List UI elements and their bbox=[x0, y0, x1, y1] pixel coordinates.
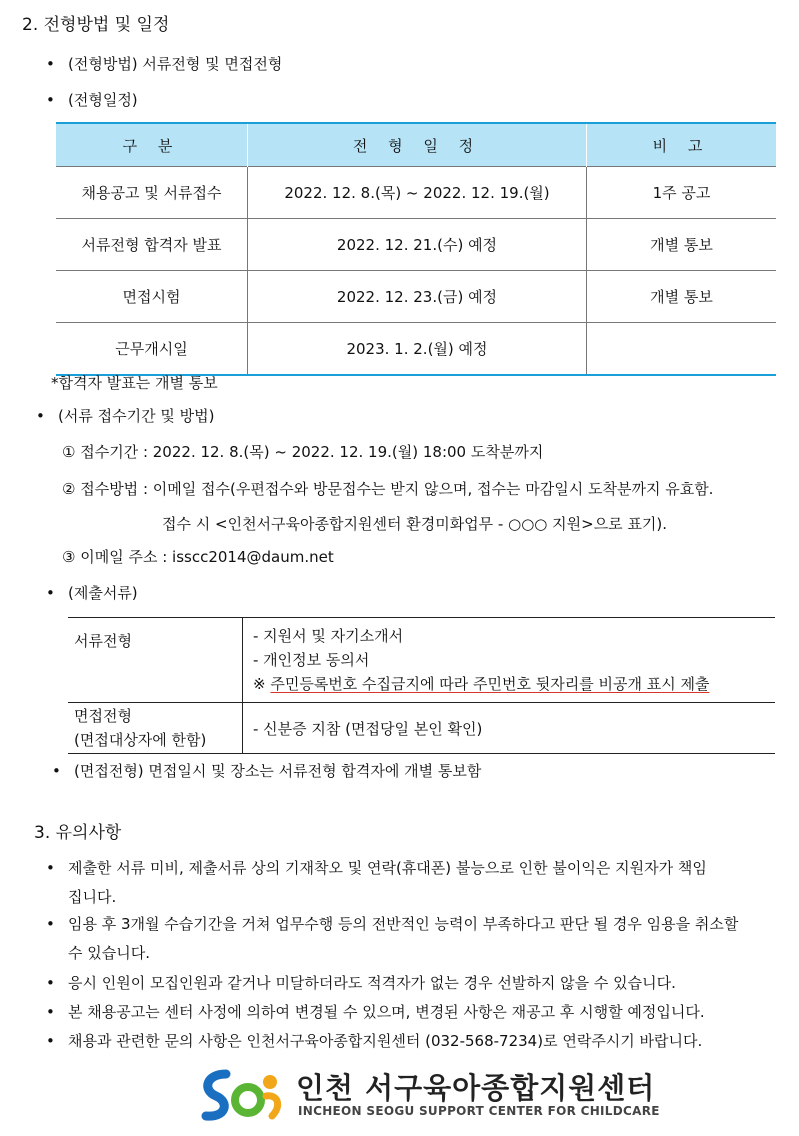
section-3-title: 3. 유의사항 bbox=[34, 823, 122, 843]
bullet-dot: • bbox=[46, 859, 55, 877]
table-row bbox=[56, 167, 776, 219]
table-cell: 개별 통보 bbox=[587, 271, 777, 323]
table-row bbox=[68, 703, 775, 754]
table-row bbox=[56, 219, 776, 271]
bullet-dot: • bbox=[36, 407, 45, 425]
logo-korean-name: 인천 서구육아종합지원센터 bbox=[296, 1071, 656, 1105]
schedule-header-note: 비 고 bbox=[587, 123, 777, 167]
notice-text: 채용과 관련한 문의 사항은 인천서구육아종합지원센터 (032-568-7234)로 연락주시기 바랍니다. bbox=[68, 1032, 703, 1050]
documents-label-paper: 서류전형 bbox=[68, 618, 243, 703]
notice-item bbox=[46, 854, 707, 912]
table-cell bbox=[587, 323, 777, 376]
table-row bbox=[68, 618, 775, 703]
notice-item bbox=[46, 910, 738, 968]
notice-item bbox=[46, 1027, 702, 1056]
note-pass: *합격자 발표는 개별 통보 bbox=[51, 374, 218, 392]
bullet-method-text: (전형방법) 서류전형 및 면접전형 bbox=[68, 55, 283, 73]
notice-text: 제출한 서류 미비, 제출서류 상의 기재착오 및 연락(휴대폰) 불능으로 인한 불이익은 지원자가 책임 bbox=[68, 859, 707, 877]
schedule-header-category: 구 분 bbox=[56, 123, 248, 167]
bullet-schedule-text: (전형일정) bbox=[68, 91, 138, 109]
table-cell: 2023. 1. 2.(월) 예정 bbox=[248, 323, 587, 376]
interview-note-text: (면접전형) 면접일시 및 장소는 서류전형 합격자에 개별 통보함 bbox=[74, 762, 482, 780]
bullet-interview-note bbox=[52, 760, 481, 781]
schedule-header-row bbox=[56, 123, 776, 167]
receipt-method-cont: 접수 시 <인천서구육아종합지원센터 환경미화업무 - ○○○ 지원>으로 표기). bbox=[162, 515, 668, 533]
table-cell: 면접시험 bbox=[56, 271, 248, 323]
receipt-email: ③ 이메일 주소 : isscc2014@daum.net bbox=[62, 548, 334, 566]
documents-table bbox=[68, 617, 775, 754]
schedule-header-schedule: 전 형 일 정 bbox=[248, 123, 587, 167]
table-cell: 2022. 12. 8.(목) ~ 2022. 12. 19.(월) bbox=[248, 167, 587, 219]
center-logo-mark bbox=[196, 1066, 288, 1124]
table-cell: 2022. 12. 23.(금) 예정 bbox=[248, 271, 587, 323]
documents-item-interview: - 신분증 지참 (면접당일 본인 확인) bbox=[243, 703, 776, 754]
bullet-dot: • bbox=[46, 915, 55, 933]
documents-label-interview-2: (면접대상자에 한함) bbox=[74, 731, 207, 749]
documents-label-interview-1: 면접전형 bbox=[74, 707, 132, 725]
section-2-title: 2. 전형방법 및 일정 bbox=[22, 15, 170, 35]
bullet-dot: • bbox=[46, 91, 55, 109]
bullet-dot: • bbox=[52, 762, 61, 780]
notice-text-cont: 수 있습니다. bbox=[68, 944, 150, 962]
receipt-method: ② 접수방법 : 이메일 접수(우편접수와 방문접수는 받지 않으며, 접수는 마감일시 도착분까지 유효함. bbox=[62, 480, 714, 498]
bullet-dot: • bbox=[46, 974, 55, 992]
notice-item bbox=[46, 998, 705, 1027]
documents-item: - 지원서 및 자기소개서 bbox=[253, 627, 404, 645]
table-cell: 채용공고 및 서류접수 bbox=[56, 167, 248, 219]
schedule-table bbox=[56, 122, 776, 376]
bullet-documents bbox=[46, 582, 138, 603]
table-row bbox=[56, 271, 776, 323]
notice-item bbox=[46, 969, 676, 998]
table-row bbox=[56, 323, 776, 376]
bullet-method bbox=[46, 53, 282, 74]
note-mark: ※ bbox=[253, 675, 271, 693]
notice-text-cont: 집니다. bbox=[68, 888, 117, 906]
table-cell: 서류전형 합격자 발표 bbox=[56, 219, 248, 271]
bullet-receipt bbox=[36, 405, 214, 426]
bullet-dot: • bbox=[46, 1032, 55, 1050]
notice-text: 본 채용공고는 센터 사정에 의하여 변경될 수 있으며, 변경된 사항은 재공고 후 시행할 예정입니다. bbox=[68, 1003, 705, 1021]
table-cell: 2022. 12. 21.(수) 예정 bbox=[248, 219, 587, 271]
documents-items-paper bbox=[243, 618, 776, 703]
documents-note bbox=[253, 672, 769, 696]
bullet-dot: • bbox=[46, 584, 55, 602]
bullet-documents-text: (제출서류) bbox=[68, 584, 138, 602]
receipt-period: ① 접수기간 : 2022. 12. 8.(목) ~ 2022. 12. 19.(월) 18:00 도착분까지 bbox=[62, 443, 544, 461]
bullet-schedule bbox=[46, 89, 138, 110]
documents-label-interview bbox=[68, 703, 243, 754]
documents-item: - 개인정보 동의서 bbox=[253, 651, 370, 669]
table-cell: 근무개시일 bbox=[56, 323, 248, 376]
bullet-dot: • bbox=[46, 1003, 55, 1021]
notice-text: 응시 인원이 모집인원과 같거나 미달하더라도 적격자가 없는 경우 선발하지 않을 수 있습니다. bbox=[68, 974, 676, 992]
notice-text: 임용 후 3개월 수습기간을 거쳐 업무수행 등의 전반적인 능력이 부족하다고 판단 될 경우 임용을 취소할 bbox=[68, 915, 739, 933]
table-cell: 1주 공고 bbox=[587, 167, 777, 219]
table-cell: 개별 통보 bbox=[587, 219, 777, 271]
documents-note-text: 주민등록번호 수집금지에 따라 주민번호 뒷자리를 비공개 표시 제출 bbox=[270, 675, 710, 693]
logo-english-name: INCHEON SEOGU SUPPORT CENTER FOR CHILDCARE bbox=[298, 1104, 660, 1118]
bullet-receipt-text: (서류 접수기간 및 방법) bbox=[58, 407, 215, 425]
bullet-dot: • bbox=[46, 55, 55, 73]
